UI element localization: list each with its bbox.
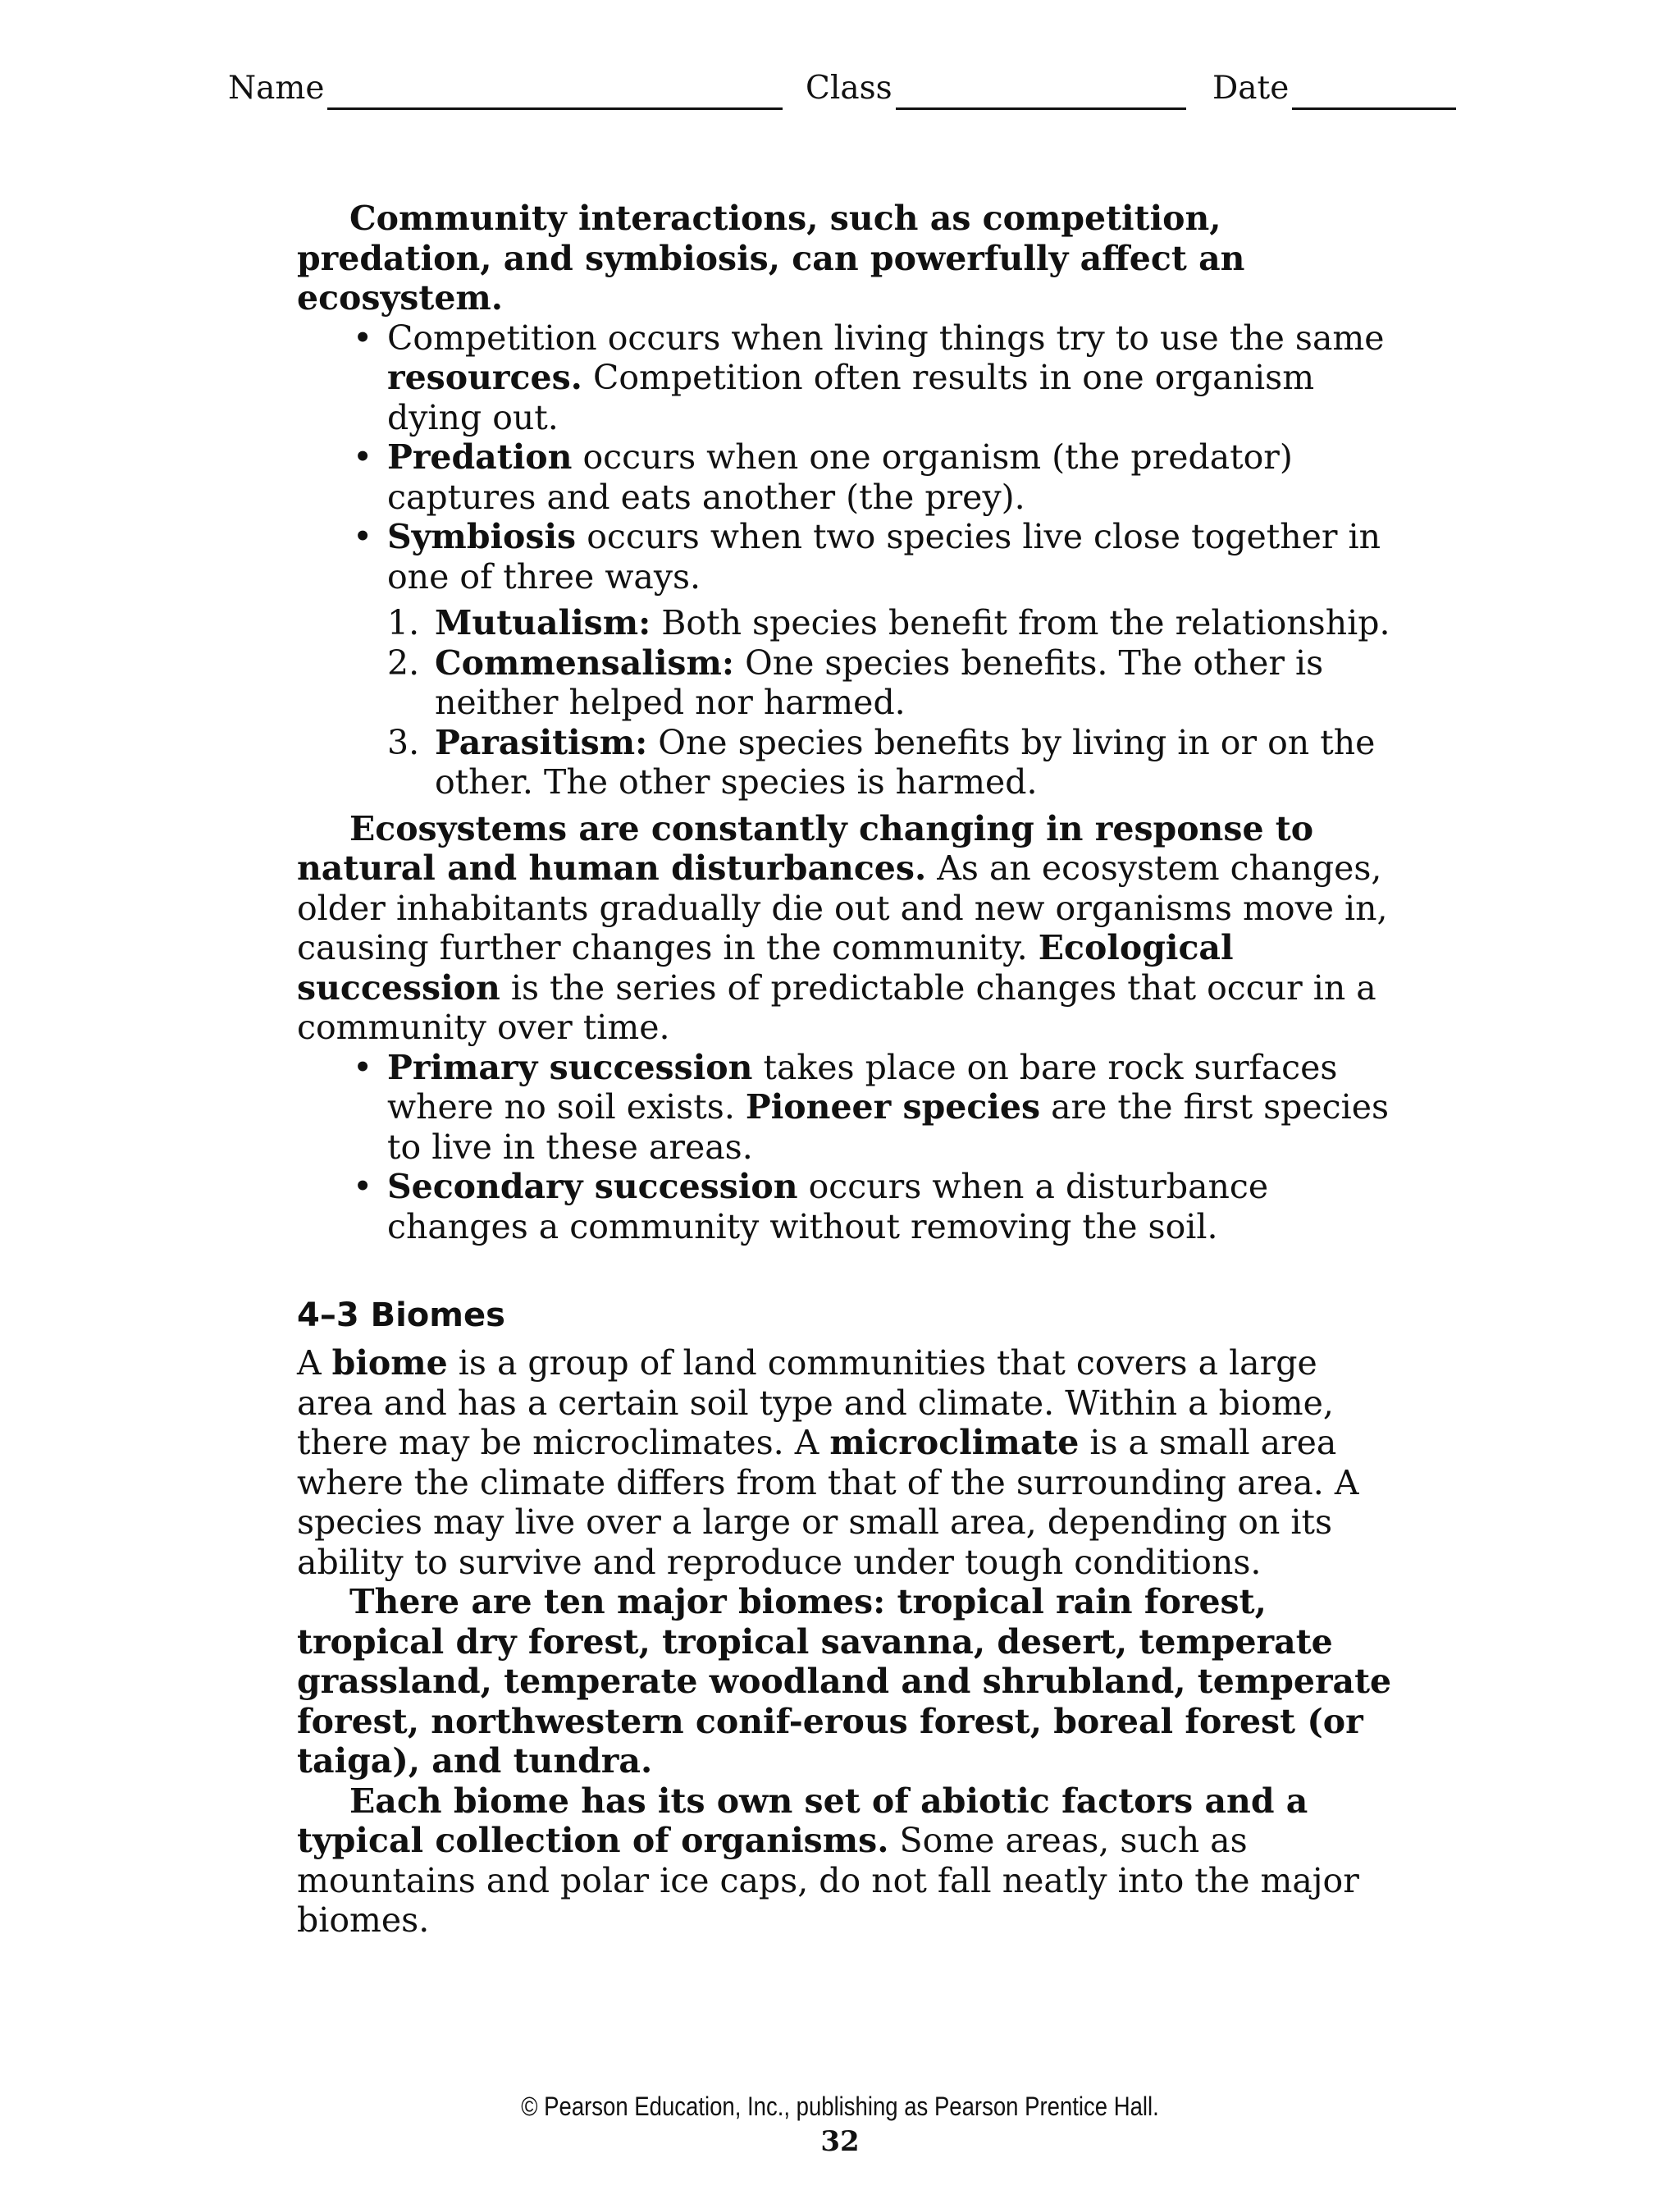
intro-bold: Community interactions, such as competition, predation, and symbiosis, can powerfully affect an ecosystem. bbox=[297, 199, 1245, 318]
succession-bullet-list bbox=[297, 1048, 1396, 1247]
bullet-primary-succession: • Primary succession takes place on bare rock surfaces where no soil exists. Pioneer species are the first species to live in these areas. bbox=[353, 1047, 1390, 1167]
section-heading-biomes: 4–3 Biomes bbox=[297, 1296, 505, 1334]
biome-definition-paragraph: A biome is a group of land communities that covers a large area and has a certain soil type and climate. Within a biome, there may be microclimates. A microclimate is a small area where the climate differs from that of the surrounding area. A species may live over a large or small area, depending on its ability to survive and reproduce under tough conditions. bbox=[297, 1343, 1359, 1582]
bullet-dot-icon: • bbox=[353, 437, 373, 477]
page-number: 32 bbox=[820, 2125, 860, 2158]
class-label: Class bbox=[806, 70, 892, 107]
class-field bbox=[806, 67, 1186, 110]
name-blank-line[interactable] bbox=[327, 75, 783, 110]
list-item-parasitism: 3. Parasitism: One species benefits by living in or on the other. The other species is harmed. bbox=[387, 722, 1376, 802]
community-interactions-intro bbox=[297, 199, 1396, 318]
ecosystem-change-paragraph: Ecosystems are constantly changing in response to natural and human disturbances. As an ecosystem changes, older inhabitants gradually die out and new organisms move in, causing further changes in the community. Ecological succession is the series of predictable changes that occur in a community over time. bbox=[297, 808, 1388, 1047]
major-biomes-paragraph: There are ten major biomes: tropical rain forest, tropical dry forest, tropical savanna, desert, temperate grassland, temperate woodland and shrubland, temperate forest, northwestern conif-erous forest, boreal forest (or taiga), and tundra. bbox=[297, 1582, 1392, 1781]
name-label: Name bbox=[228, 70, 325, 107]
date-field bbox=[1212, 67, 1456, 110]
name-field bbox=[228, 67, 783, 110]
bullet-symbiosis: • Symbiosis occurs when two species live close together in one of three ways. bbox=[353, 517, 1381, 597]
bullet-competition: • Competition occurs when living things try to use the same resources. Competition often results in one organism dying out. bbox=[353, 318, 1385, 437]
list-item-mutualism: 1. Mutualism: Both species benefit from the relationship. bbox=[387, 603, 1390, 642]
class-blank-line[interactable] bbox=[896, 75, 1186, 110]
date-blank-line[interactable] bbox=[1292, 75, 1456, 110]
worksheet-header bbox=[228, 67, 1454, 110]
interaction-bullet-list bbox=[297, 318, 1396, 597]
bullet-secondary-succession: • Secondary succession occurs when a disturbance changes a community without removing the soil. bbox=[353, 1167, 1269, 1246]
bullet-predation: • Predation occurs when one organism (the predator) captures and eats another (the prey). bbox=[353, 437, 1293, 517]
list-item-commensalism: 2. Commensalism: One species benefits. The other is neither helped nor harmed. bbox=[387, 642, 1324, 722]
bullet-dot-icon: • bbox=[353, 517, 373, 556]
symbiosis-types-list bbox=[297, 603, 1396, 802]
bullet-dot-icon: • bbox=[353, 1167, 373, 1206]
abiotic-factors-paragraph: Each biome has its own set of abiotic factors and a typical collection of organisms. Some areas, such as mountains and polar ice caps, do not fall neatly into the major biomes. bbox=[297, 1781, 1359, 1940]
main-content bbox=[297, 199, 1396, 1941]
copyright-notice: © Pearson Education, Inc., publishing as Pearson Prentice Hall. bbox=[521, 2092, 1159, 2121]
bullet-dot-icon: • bbox=[353, 1047, 373, 1087]
date-label: Date bbox=[1212, 70, 1290, 107]
bullet-dot-icon: • bbox=[353, 318, 373, 358]
